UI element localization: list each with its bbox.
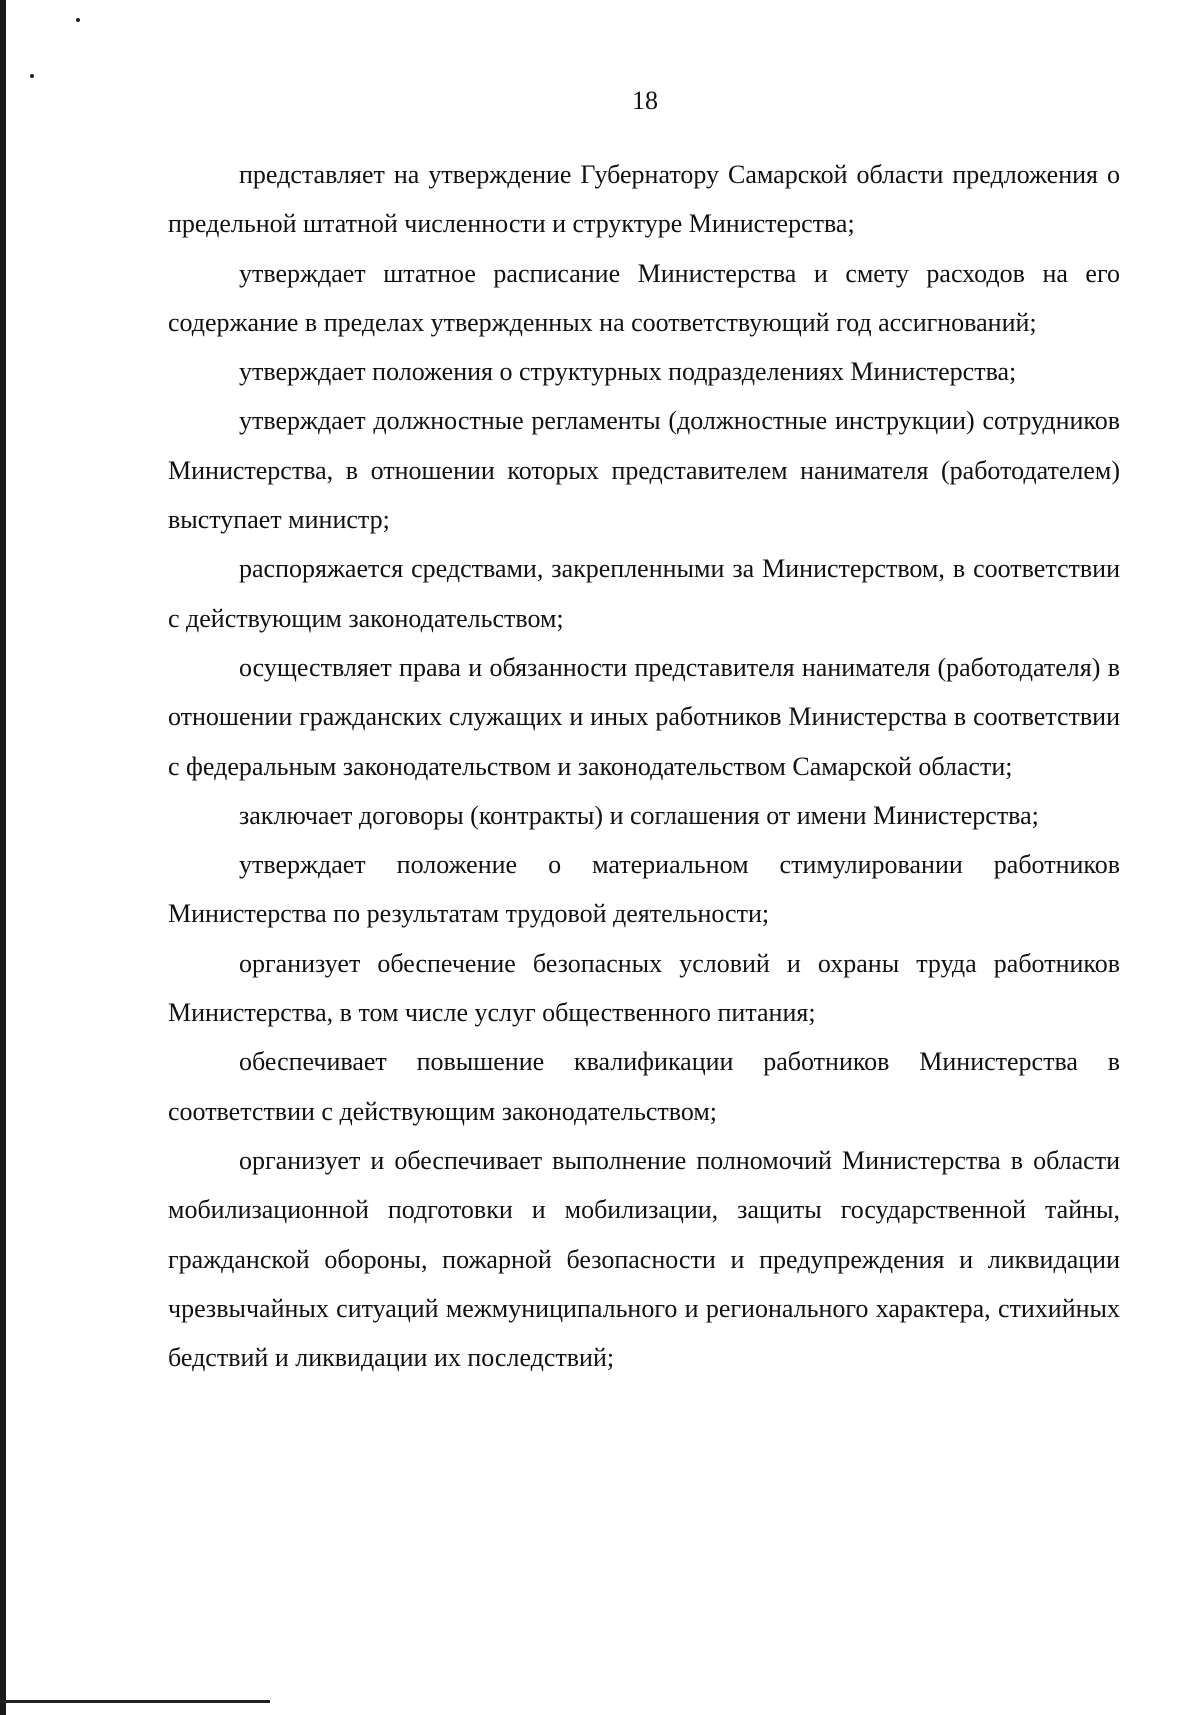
- scan-speck: [30, 74, 34, 78]
- page-number: 18: [632, 86, 658, 115]
- paragraph: осуществляет права и обязанности представителя нанимателя (работодателя) в отношении гражданских служащих и иных работников Министерства в соответствии с федеральным законодательством и законодательством Самарской области;: [168, 652, 1120, 781]
- paragraph: организует и обеспечивает выполнение полномочий Министерства в области мобилизационной подготовки и мобилизации, защиты государственной тайны, гражданской обороны, пожарной безопасности и предупреждения и ликвидации чрезвычайных ситуаций межмуниципального и регионального характера, стихийных бедствий и ликвидации их последствий;: [168, 1145, 1120, 1373]
- paragraph: распоряжается средствами, закрепленными за Министерством, в соответствии с действующим законодательством;: [168, 554, 1120, 633]
- paragraph: организует обеспечение безопасных условий и охраны труда работников Министерства, в том числе услуг общественного питания;: [168, 948, 1120, 1028]
- document-body: [168, 150, 1120, 1382]
- paragraph: утверждает должностные регламенты (должностные инструкции) сотрудников Министерства, в отношении которых представителем нанимателя (работодателем) выступает министр;: [168, 406, 1120, 535]
- paragraph: обеспечивает повышение квалификации работников Министерства в соответствии с действующим законодательством;: [168, 1047, 1120, 1126]
- paragraph: представляет на утверждение Губернатору Самарской области предложения о предельной штатной численности и структуре Министерства;: [168, 160, 1120, 239]
- paragraph: заключает договоры (контракты) и соглашения от имени Министерства;: [239, 800, 1039, 830]
- scan-left-edge: [0, 0, 6, 1715]
- scan-speck: [76, 18, 80, 22]
- scan-bottom-rule: [0, 1700, 270, 1703]
- paragraph: утверждает штатное расписание Министерства и смету расходов на его содержание в пределах утвержденных на соответствующий год ассигнований;: [168, 258, 1120, 337]
- paragraph: утверждает положения о структурных подразделениях Министерства;: [239, 357, 1017, 387]
- paragraph: утверждает положение о материальном стимулировании работников Министерства по результатам трудовой деятельности;: [168, 850, 1120, 929]
